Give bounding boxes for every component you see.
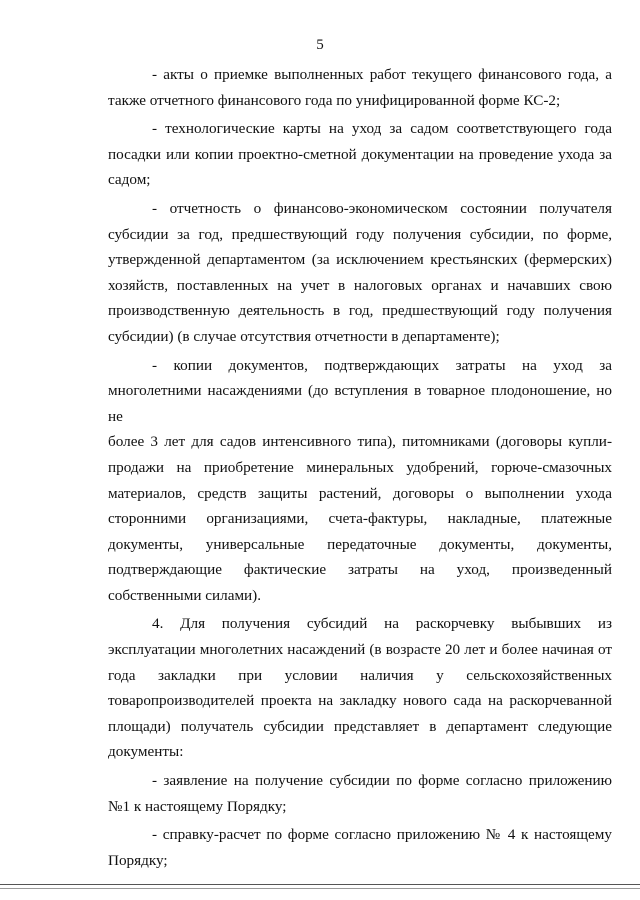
text-line: - технологические карты на уход за садом соответствующего года [152, 120, 612, 138]
text-line: эксплуатации многолетних насаждений (в возрасте 20 лет и более начиная от [108, 641, 612, 659]
text-line: садом; [108, 171, 151, 189]
text-line: материалов, средств защиты растений, договоры о выполнении ухода [108, 484, 612, 502]
document-body [108, 62, 612, 873]
text-line: продажи на приобретение минеральных удобрений, горюче-смазочных [108, 458, 612, 476]
text-line: утвержденной департаментом (за исключением крестьянских (фермерских) [108, 251, 612, 269]
text-line: сторонними организациями, счета-фактуры, накладные, платежные [108, 510, 612, 528]
paragraph [108, 611, 612, 765]
paragraph [108, 62, 612, 113]
text-line: года закладки при условии наличия у сельскохозяйственных [108, 666, 612, 684]
text-line: товаропроизводителей проекта на закладку нового сада на раскорчеванной [108, 692, 612, 710]
text-line: документы, универсальные передаточные документы, документы, [108, 535, 612, 553]
paragraph [108, 353, 612, 609]
text-line: более 3 лет для садов интенсивного типа), питомниками (договоры купли- [108, 433, 612, 451]
text-line: субсидии) (в случае отсутствия отчетности в департаменте); [108, 327, 500, 345]
text-line: площади) получатель субсидии представляет в департамент следующие [108, 717, 612, 735]
bottom-divider [0, 884, 640, 885]
text-line: Порядку; [108, 851, 168, 869]
paragraph [108, 822, 612, 873]
text-line: подтверждающие фактические затраты на уход, произведенный [108, 561, 612, 579]
text-line: документы: [108, 743, 184, 761]
text-line: - копии документов, подтверждающих затраты на уход за [152, 356, 612, 374]
text-line: многолетними насаждениями (до вступления в товарное плодоношение, но не [108, 382, 612, 425]
text-line: хозяйств, поставленных на учет в налоговых органах и начавших свою [108, 276, 612, 294]
text-line: 4. Для получения субсидий на раскорчевку выбывших из [152, 615, 612, 633]
page-number: 5 [316, 37, 324, 53]
text-line: №1 к настоящему Порядку; [108, 797, 287, 815]
paragraph [108, 768, 612, 819]
text-line: - справку-расчет по форме согласно приложению № 4 к настоящему [152, 826, 612, 844]
text-line: - акты о приемке выполненных работ текущего финансового года, а [152, 66, 612, 83]
text-line: также отчетного финансового года по унифицированной форме КС-2; [108, 91, 561, 109]
text-line: - отчетность о финансово-экономическом состоянии получателя [152, 199, 612, 217]
text-line: посадки или копии проектно-сметной документации на проведение ухода за [108, 145, 612, 163]
paragraph [108, 196, 612, 350]
bottom-divider-secondary [0, 888, 640, 889]
text-line: - заявление на получение субсидии по форме согласно приложению [152, 772, 612, 790]
text-line: субсидии за год, предшествующий году получения субсидии, по форме, [108, 225, 612, 243]
paragraph [108, 116, 612, 193]
text-line: производственную деятельность в год, предшествующий году получения [108, 302, 612, 320]
text-line: собственными силами). [108, 586, 262, 604]
